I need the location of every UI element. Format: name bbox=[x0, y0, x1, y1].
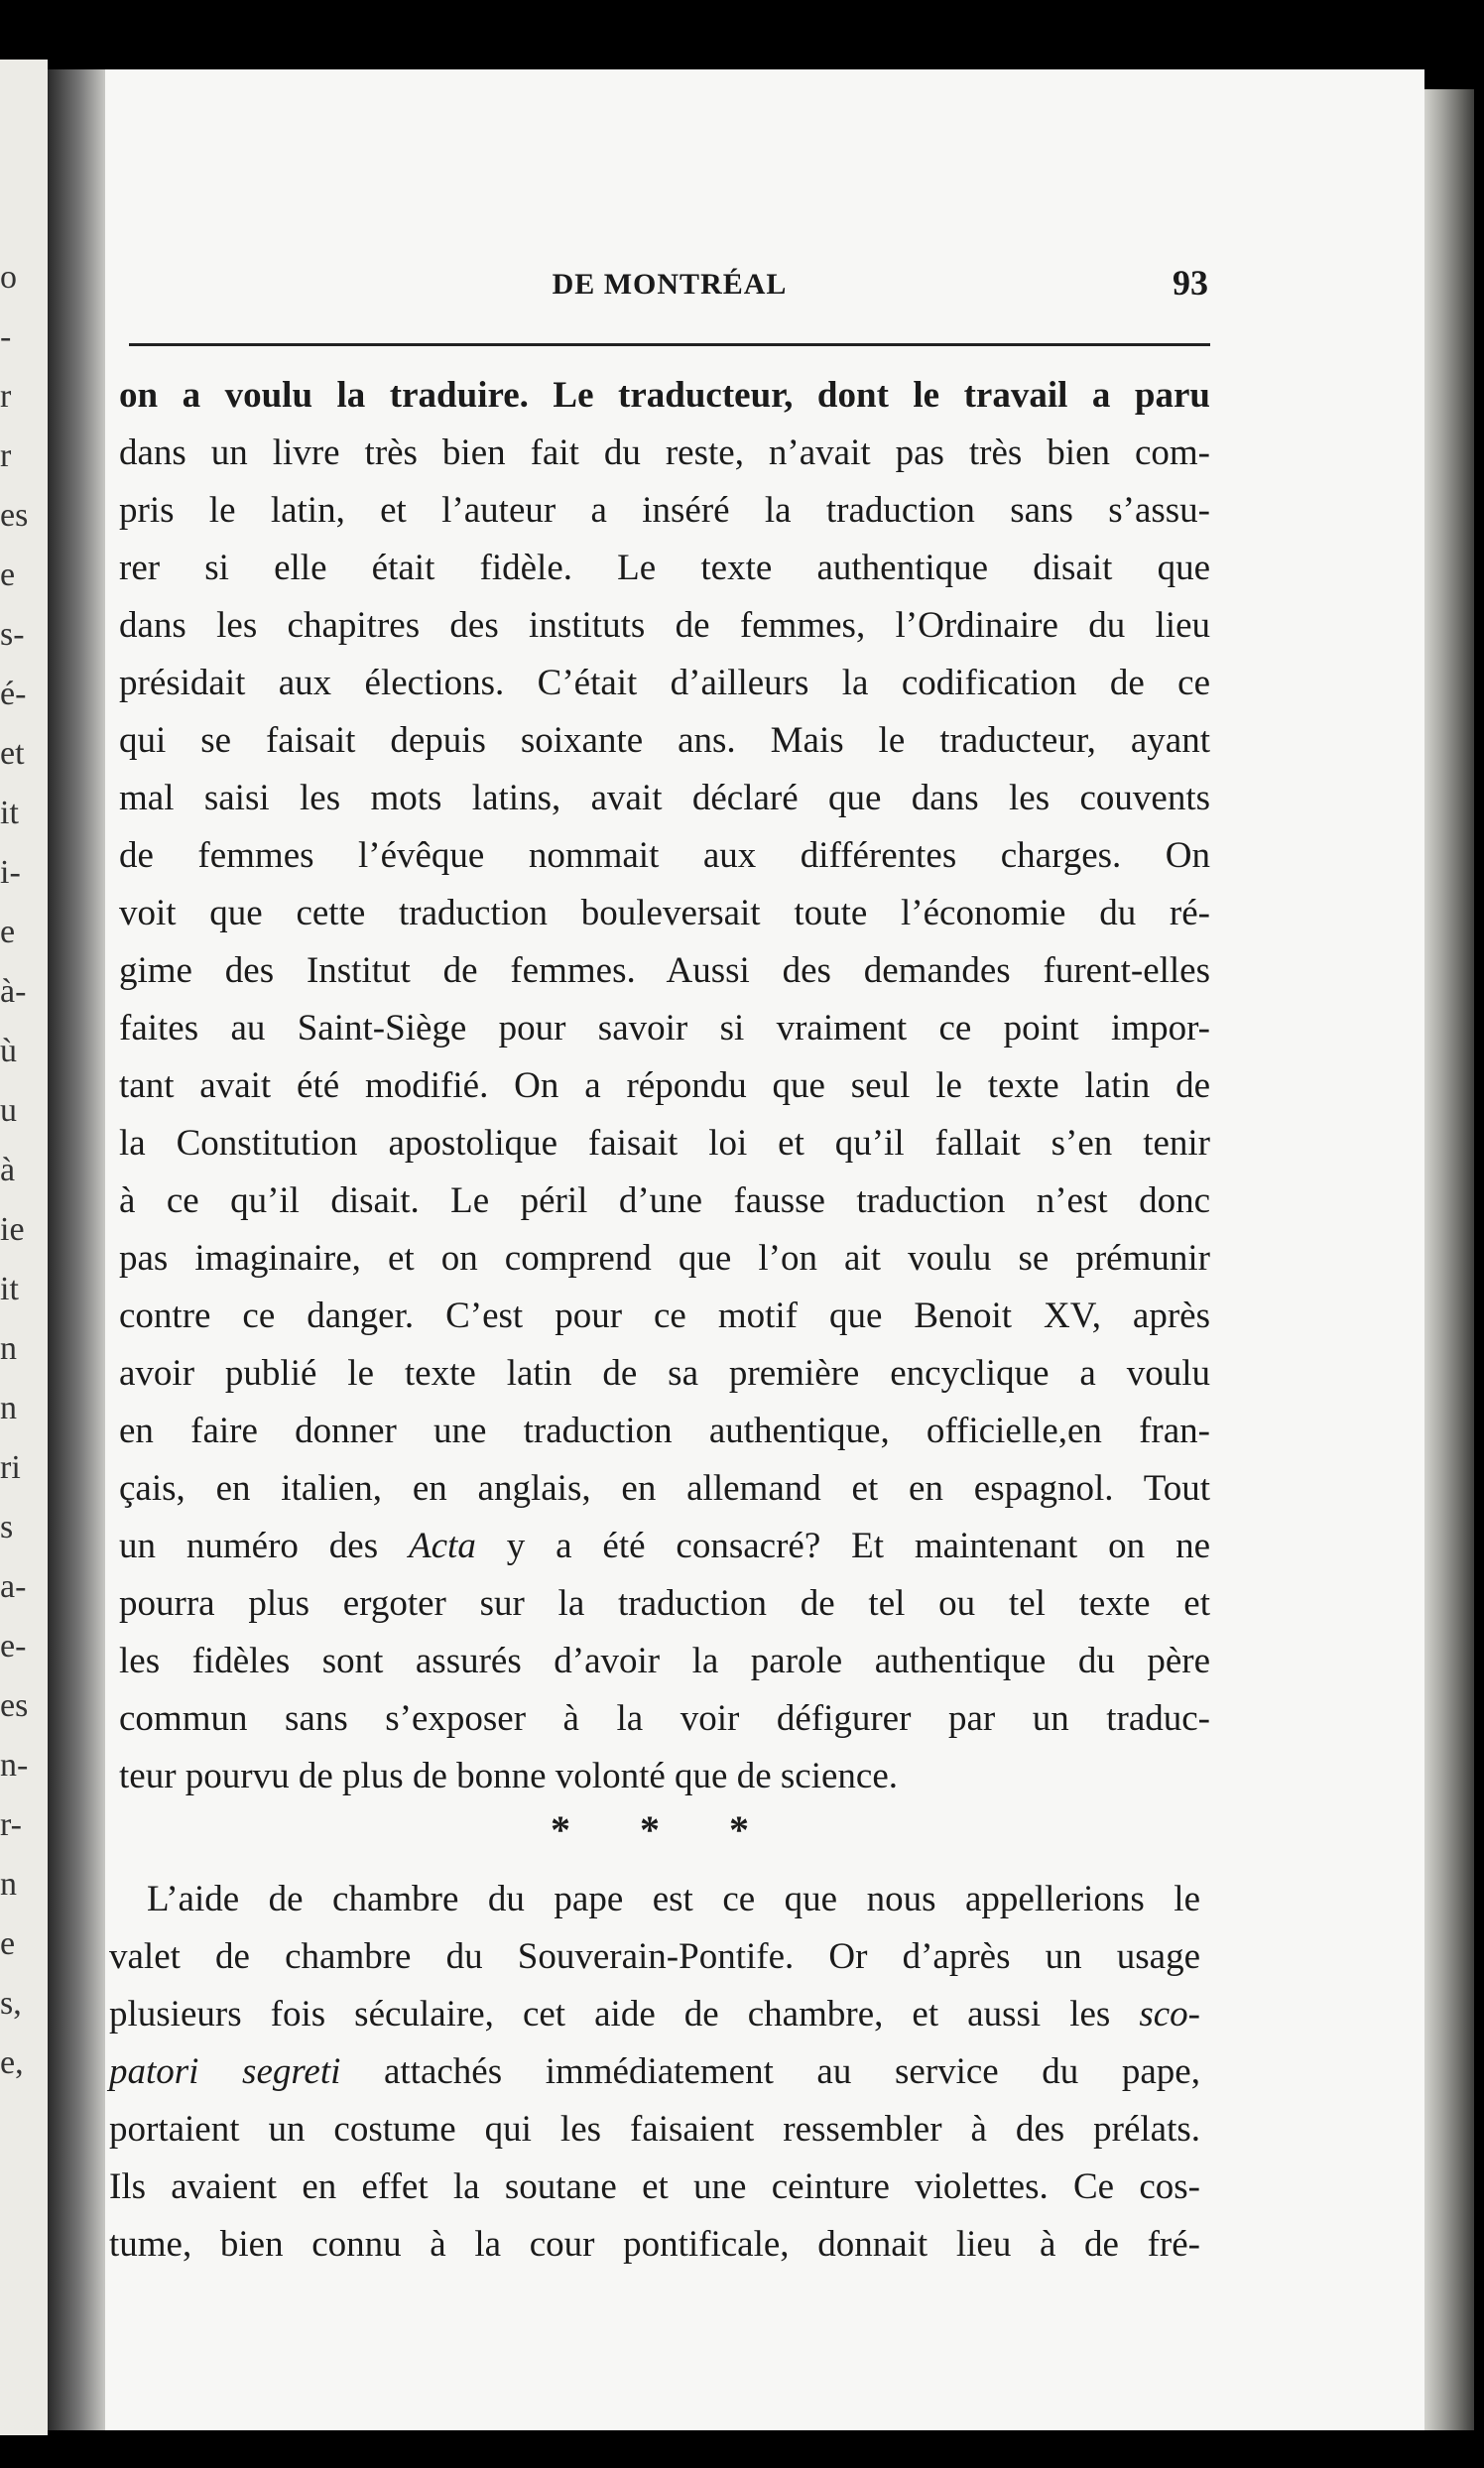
facing-page-fragment: - bbox=[0, 318, 12, 355]
text-line: dans un livre très bien fait du reste, n’avait pas très bien com- bbox=[119, 432, 1210, 473]
facing-page-fragment: es bbox=[0, 497, 29, 534]
text-line: çais, en italien, en anglais, en allemand et en espagnol. Tout bbox=[119, 1468, 1210, 1509]
page-header bbox=[131, 260, 1208, 315]
facing-page-fragment: r- bbox=[0, 1806, 22, 1843]
text-line: mal saisi les mots latins, avait déclaré que dans les couvents bbox=[119, 778, 1210, 818]
text-line: en faire donner une traduction authentique, officielle,en fran- bbox=[119, 1411, 1210, 1451]
facing-page-fragment: e bbox=[0, 1925, 16, 1962]
line4-after: attachés immédiatement au service du pape, bbox=[340, 2051, 1200, 2092]
facing-page-fragment: e, bbox=[0, 2044, 24, 2081]
text-line: pris le latin, et l’auteur a inséré la traduction sans s’assu- bbox=[119, 490, 1210, 531]
facing-page-fragment: é- bbox=[0, 676, 27, 712]
acta-line-before: un numéro des bbox=[119, 1526, 410, 1566]
facing-page-fragment: e bbox=[0, 914, 16, 950]
facing-page-fragment: e- bbox=[0, 1628, 27, 1665]
facing-page-fragment: it bbox=[0, 795, 19, 831]
facing-page-fragment: u bbox=[0, 1092, 17, 1129]
text-line: commun sans s’exposer à la voir défigurer par un traduc- bbox=[119, 1698, 1210, 1739]
acta-italic: Acta bbox=[409, 1526, 476, 1566]
facing-page-fragment: et bbox=[0, 735, 25, 772]
paragraph-2 bbox=[109, 1871, 1200, 2274]
text-line: avoir publié le texte latin de sa première encyclique a voulu bbox=[119, 1353, 1210, 1394]
text-line: la Constitution apostolique faisait loi et qu’il fallait s’en tenir bbox=[119, 1123, 1210, 1164]
text-line-acta bbox=[119, 1518, 1210, 1575]
text-line: dans les chapitres des instituts de femmes, l’Ordinaire du lieu bbox=[119, 605, 1210, 646]
text-line: voit que cette traduction bouleversait toute l’économie du ré- bbox=[119, 893, 1210, 933]
text-line: les fidèles sont assurés d’avoir la parole authentique du père bbox=[119, 1641, 1210, 1681]
facing-page-fragment: n bbox=[0, 1330, 17, 1367]
page-number: 93 bbox=[1173, 263, 1208, 303]
facing-page-fragment: ù bbox=[0, 1033, 17, 1069]
facing-page-fragment: i- bbox=[0, 854, 21, 891]
facing-page-fragment: ri bbox=[0, 1449, 21, 1486]
facing-page-fragment: n bbox=[0, 1390, 17, 1426]
facing-page-fragment: es bbox=[0, 1687, 29, 1724]
header-rule bbox=[129, 343, 1210, 346]
facing-page-fragment: n bbox=[0, 1866, 17, 1903]
text-line: teur pourvu de plus de bonne volonté que de science. bbox=[119, 1756, 898, 1796]
text-line: portaient un costume qui les faisaient ressembler à des prélats. bbox=[109, 2109, 1200, 2150]
facing-page-fragment: s, bbox=[0, 1985, 22, 2022]
text-line: rer si elle était fidèle. Le texte authentique disait que bbox=[119, 548, 1210, 588]
text-line: L’aide de chambre du pape est ce que nous appellerions le bbox=[147, 1879, 1200, 1919]
facing-page-fragment: s- bbox=[0, 616, 25, 653]
text-line: valet de chambre du Souverain-Pontife. Or d’après un usage bbox=[109, 1936, 1200, 1977]
text-line: faites au Saint-Siège pour savoir si vraiment ce point impor- bbox=[119, 1008, 1210, 1049]
facing-page-fragment: o bbox=[0, 259, 17, 296]
text-line-scopatori bbox=[109, 1986, 1200, 2043]
facing-page-fragment: ie bbox=[0, 1211, 25, 1248]
section-break-asterisks: * * * bbox=[551, 1807, 779, 1852]
facing-page-fragment: a- bbox=[0, 1568, 27, 1605]
facing-page-fragment: s bbox=[0, 1509, 14, 1545]
text-line: gime des Institut de femmes. Aussi des demandes furent-elles bbox=[119, 950, 1210, 991]
text-line: de femmes l’évêque nommait aux différentes charges. On bbox=[119, 835, 1210, 876]
facing-page-fragment: r bbox=[0, 437, 12, 474]
text-line: pourra plus ergoter sur la traduction de tel ou tel texte et bbox=[119, 1583, 1210, 1624]
facing-page-fragments bbox=[0, 248, 29, 2093]
facing-page-fragment: à- bbox=[0, 973, 27, 1010]
text-line: on a voulu la traduire. Le traducteur, dont le travail a paru bbox=[119, 375, 1210, 416]
paragraph-1 bbox=[119, 367, 1210, 1805]
book-gutter bbox=[48, 69, 105, 2430]
text-line: présidait aux élections. C’était d’ailleurs la codification de ce bbox=[119, 663, 1210, 703]
sco-italic: sco- bbox=[1139, 1994, 1200, 2035]
facing-page-fragment: à bbox=[0, 1152, 16, 1188]
text-line: à ce qu’il disait. Le péril d’une fausse traduction n’est donc bbox=[119, 1180, 1210, 1221]
text-line: tume, bien connu à la cour pontificale, donnait lieu à de fré- bbox=[109, 2224, 1200, 2265]
text-line: Ils avaient en effet la soutane et une ceinture violettes. Ce cos- bbox=[109, 2166, 1200, 2207]
running-head: DE MONTRÉAL bbox=[552, 268, 788, 301]
text-line: contre ce danger. C’est pour ce motif que Benoit XV, après bbox=[119, 1296, 1210, 1336]
facing-page-fragment: e bbox=[0, 556, 16, 593]
text-line: tant avait été modifié. On a répondu que seul le texte latin de bbox=[119, 1065, 1210, 1106]
text-line: pas imaginaire, et on comprend que l’on ait voulu se prémunir bbox=[119, 1238, 1210, 1279]
text-line: qui se faisait depuis soixante ans. Mais le traducteur, ayant bbox=[119, 720, 1210, 761]
line3-before: plusieurs fois séculaire, cet aide de chambre, et aussi les bbox=[109, 1994, 1140, 2035]
page-stack-edge bbox=[1424, 89, 1474, 2430]
acta-line-after: y a été consacré? Et maintenant on ne bbox=[475, 1526, 1210, 1566]
facing-page-fragment: r bbox=[0, 378, 12, 415]
patori-segreti-italic: patori segreti bbox=[109, 2051, 341, 2092]
facing-page-fragment: n- bbox=[0, 1747, 29, 1784]
text-line-segreti bbox=[109, 2043, 1200, 2101]
facing-page-fragment: it bbox=[0, 1271, 19, 1307]
